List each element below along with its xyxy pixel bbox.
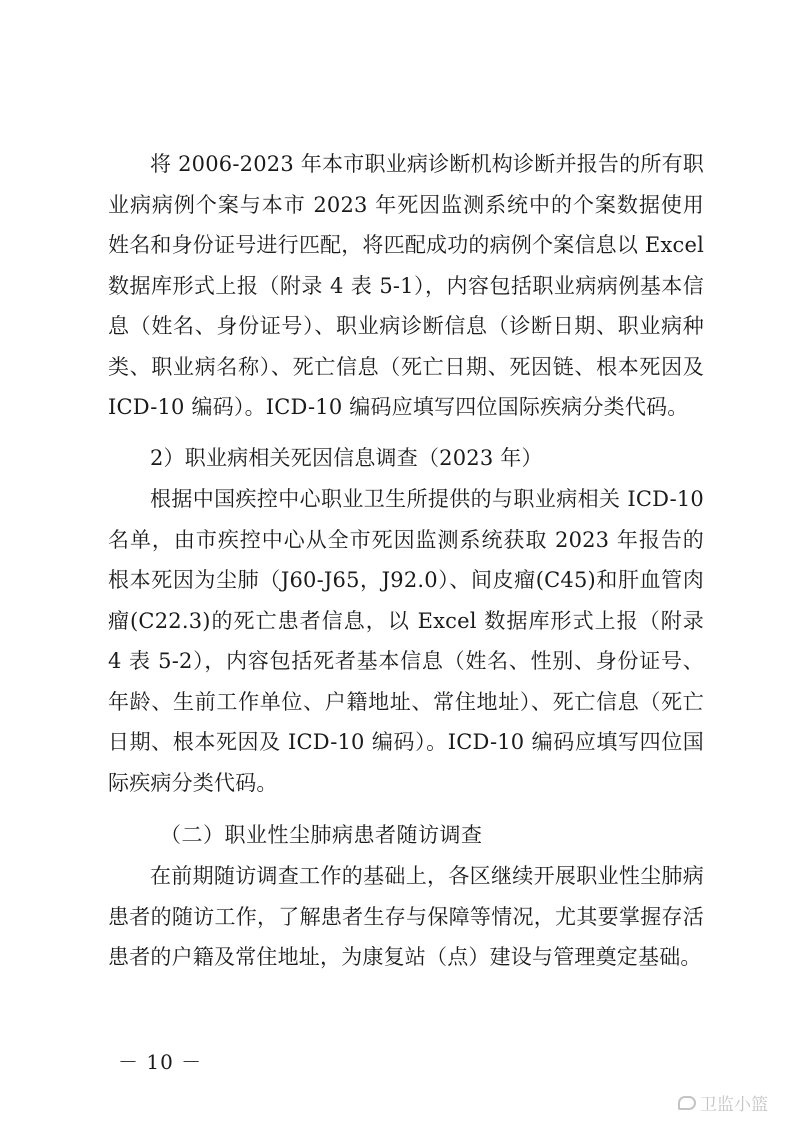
paragraph-subheading-death-survey: 2）职业病相关死因信息调查（2023 年） — [150, 446, 543, 470]
page-number: － 10 － — [118, 1050, 203, 1074]
section-heading: （二）职业性尘肺病患者随访调查 — [160, 823, 483, 847]
chat-bubble-icon — [678, 1096, 696, 1110]
paragraph-death-info-survey: 根据中国疾控中心职业卫生所提供的与职业病相关 ICD-10 名单，由市疾控中心从全市死因监测系统获取 2023 年报告的根本死因为尘肺（J60-J65，J92.0）、间皮瘤(C45)和肝血管肉瘤(C22.3)的死亡患者信息，以 Excel 数据库形式上报（附录 4 表 5-2），内容包括死者基本信息（姓名、性别、身份证号、年龄、生前工作单位、户籍地址、常住地址）、死亡信息（死亡日期、根本死因及 ICD-10 编码）。ICD-10 编码应填写四位国际疾病分类代码。 — [108, 487, 704, 795]
watermark — [678, 1090, 768, 1115]
paragraph-followup: 在前期随访调查工作的基础上，各区继续开展职业性尘肺病患者的随访工作，了解患者生存与保障等情况，尤其要掌握存活患者的户籍及常住地址，为康复站（点）建设与管理奠定基础。 — [108, 864, 704, 969]
paragraph-death-matching: 将 2006-2023 年本市职业病诊断机构诊断并报告的所有职业病病例个案与本市 2023 年死因监测系统中的个案数据使用姓名和身份证号进行匹配，将匹配成功的病例个案信息以 Excel 数据库形式上报（附录 4 表 5-1），内容包括职业病病例基本信息（姓名、身份证号）、职业病诊断信息（诊断日期、职业病种类、职业病名称）、死亡信息（死亡日期、死因链、根本死因及 ICD-10 编码）。ICD-10 编码应填写四位国际疾病分类代码。 — [108, 152, 704, 419]
watermark-text: 卫监小篮 — [700, 1095, 768, 1115]
